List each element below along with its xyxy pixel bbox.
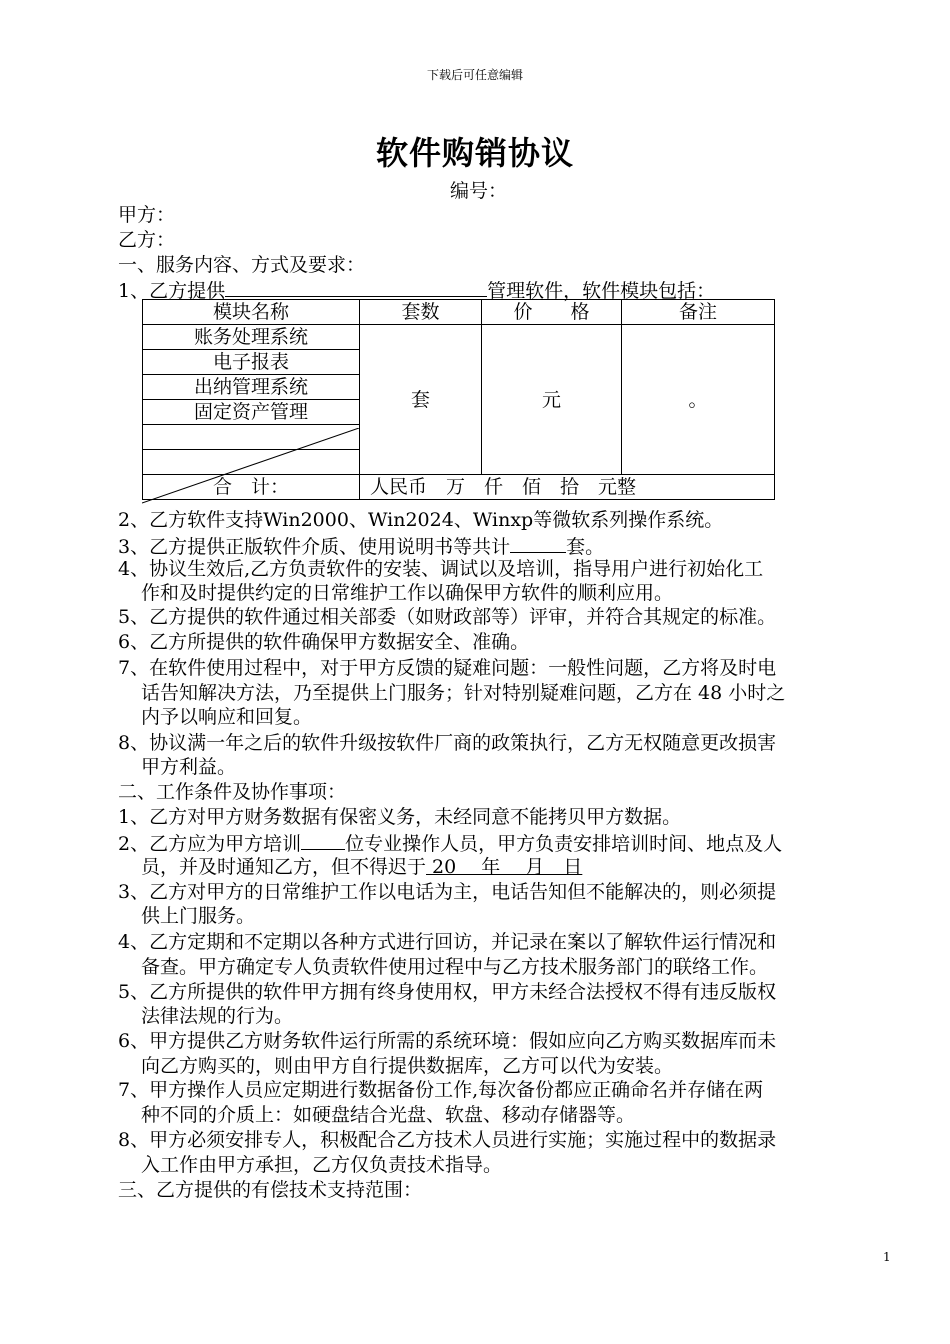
s1-item-4: 4、协议生效后,乙方负责软件的安装、调试以及培训，指导用户进行初始化工 [118, 558, 764, 580]
header-note: 下载后可任意编辑 [426, 68, 523, 82]
party-b-label: 乙方： [118, 229, 176, 251]
software-name-blank [225, 277, 487, 297]
s2-item-7: 7、甲方操作人员应定期进行数据备份工作,每次备份都应正确命名并存储在两 [118, 1079, 764, 1101]
s2-item-8-cont: 入工作由甲方承担，乙方仅负责技术指导。 [141, 1154, 503, 1176]
s1-item-7-cont2: 内予以响应和回复。 [141, 706, 313, 728]
s2-item-3-cont: 供上门服务。 [141, 905, 256, 927]
copies-blank [510, 533, 566, 553]
header-quantity: 套数 [360, 300, 482, 325]
section-2-title: 二、工作条件及协作事项： [118, 781, 347, 803]
s1-item-6: 6、乙方所提供的软件确保甲方数据安全、准确。 [118, 631, 530, 653]
page-number: 1 [883, 1250, 891, 1264]
table-header-row [143, 300, 775, 325]
serial-number-label: 编号： [450, 180, 508, 202]
s2-item-7-cont: 种不同的介质上：如硬盘结合光盘、软盘、移动存储器等。 [141, 1104, 636, 1126]
s2-item-5: 5、乙方所提供的软件甲方拥有终身使用权，甲方未经合法授权不得有违反版权 [118, 981, 777, 1003]
s2-item-4-cont: 备查。甲方确定专人负责软件使用过程中与乙方技术服务部门的联络工作。 [141, 956, 769, 978]
total-value: 人民币 万 仟 佰 拾 元整 [360, 475, 775, 500]
price-cell: 元 [482, 325, 622, 475]
s1-item-8: 8、协议满一年之后的软件升级按软件厂商的政策执行，乙方无权随意更改损害 [118, 732, 777, 754]
s1-item-3-text: 3、乙方提供正版软件介质、使用说明书等共计 [118, 536, 511, 558]
table-row [143, 325, 775, 350]
s2-item-2-cont [141, 855, 582, 879]
item-1-1-prefix: 1、乙方提供 [118, 280, 226, 302]
header-remark: 备注 [622, 300, 775, 325]
section-1-title: 一、服务内容、方式及要求： [118, 254, 366, 276]
total-label-text: 合 计： [212, 476, 289, 498]
s2-item-2 [118, 830, 782, 856]
s2-item-1: 1、乙方对甲方财务数据有保密义务，未经同意不能拷贝甲方数据。 [118, 806, 682, 828]
trainees-blank [301, 830, 345, 850]
s2-item-3: 3、乙方对甲方的日常维护工作以电话为主，电话告知但不能解决的，则必须提 [118, 881, 777, 903]
s1-item-2: 2、乙方软件支持Win2000、Win2024、Winxp等微软系列操作系统。 [118, 509, 724, 531]
remark-cell: 。 [622, 325, 775, 475]
s2-item-2-text: 2、乙方应为甲方培训 [118, 833, 302, 855]
s1-item-5: 5、乙方提供的软件通过相关部委（如财政部等）评审，并符合其规定的标准。 [118, 606, 777, 628]
module-cell: 电子报表 [143, 350, 360, 375]
module-cell: 账务处理系统 [143, 325, 360, 350]
item-1-1-suffix: 管理软件，软件模块包括： [487, 280, 716, 302]
s1-item-7-cont: 话告知解决方法，乃至提供上门服务；针对特别疑难问题，乙方在 48 小时之 [141, 682, 786, 704]
deadline-date: 20 年 月 日 [426, 856, 583, 878]
s1-item-3 [118, 533, 604, 559]
party-a-label: 甲方： [118, 204, 176, 226]
s2-item-2-text2: 位专业操作人员，甲方负责安排培训时间、地点及人 [345, 833, 783, 855]
quantity-cell: 套 [360, 325, 482, 475]
table-diagonal-line [142, 428, 360, 504]
header-module-name: 模块名称 [143, 300, 360, 325]
s1-item-3-suffix: 套。 [566, 536, 605, 558]
s2-item-5-cont: 法律法规的行为。 [141, 1005, 294, 1027]
document-title: 软件购销协议 [375, 134, 574, 172]
s2-item-6: 6、甲方提供乙方财务软件运行所需的系统环境：假如应向乙方购买数据库而未 [118, 1030, 777, 1052]
s1-item-4-cont: 作和及时提供约定的日常维护工作以确保甲方软件的顺利应用。 [141, 582, 674, 604]
s1-item-7: 7、在软件使用过程中，对于甲方反馈的疑难问题：一般性问题，乙方将及时电 [118, 657, 777, 679]
s2-item-2-cont-text: 员，并及时通知乙方，但不得迟于 [141, 856, 427, 878]
s2-item-6-cont: 向乙方购买的，则由甲方自行提供数据库，乙方可以代为安装。 [141, 1055, 674, 1077]
section-3-title: 三、乙方提供的有偿技术支持范围： [118, 1179, 423, 1201]
s1-item-8-cont: 甲方利益。 [141, 756, 237, 778]
module-cell: 出纳管理系统 [143, 375, 360, 400]
s2-item-8: 8、甲方必须安排专人，积极配合乙方技术人员进行实施；实施过程中的数据录 [118, 1129, 777, 1151]
s2-item-4: 4、乙方定期和不定期以各种方式进行回访，并记录在案以了解软件运行情况和 [118, 931, 777, 953]
module-cell: 固定资产管理 [143, 400, 360, 425]
header-price: 价 格 [482, 300, 622, 325]
